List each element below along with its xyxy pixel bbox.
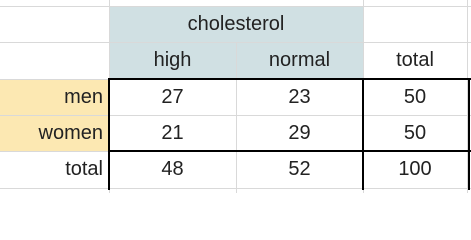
cell-total-high[interactable]: 48 [161,158,184,180]
column-header-high[interactable]: high [153,49,192,71]
group-header-cholesterol[interactable]: cholesterol [187,12,285,35]
cell-women-normal[interactable]: 29 [288,121,311,144]
cell-men-total[interactable]: 50 [403,85,427,108]
border-right-outer [468,78,470,190]
row-label-men[interactable]: men [64,85,103,108]
cell-men-normal[interactable]: 23 [288,85,311,108]
column-header-total[interactable]: total [396,49,434,71]
row-label-women[interactable]: women [38,121,103,144]
column-header-normal[interactable]: normal [268,49,331,71]
row-label-total[interactable]: total [65,158,103,180]
cell-total-normal[interactable]: 52 [288,158,311,180]
cell-men-high[interactable]: 27 [161,85,184,108]
cell-women-high[interactable]: 21 [161,121,184,144]
cell-total-total[interactable]: 100 [398,158,432,180]
cell-women-total[interactable]: 50 [403,121,427,144]
